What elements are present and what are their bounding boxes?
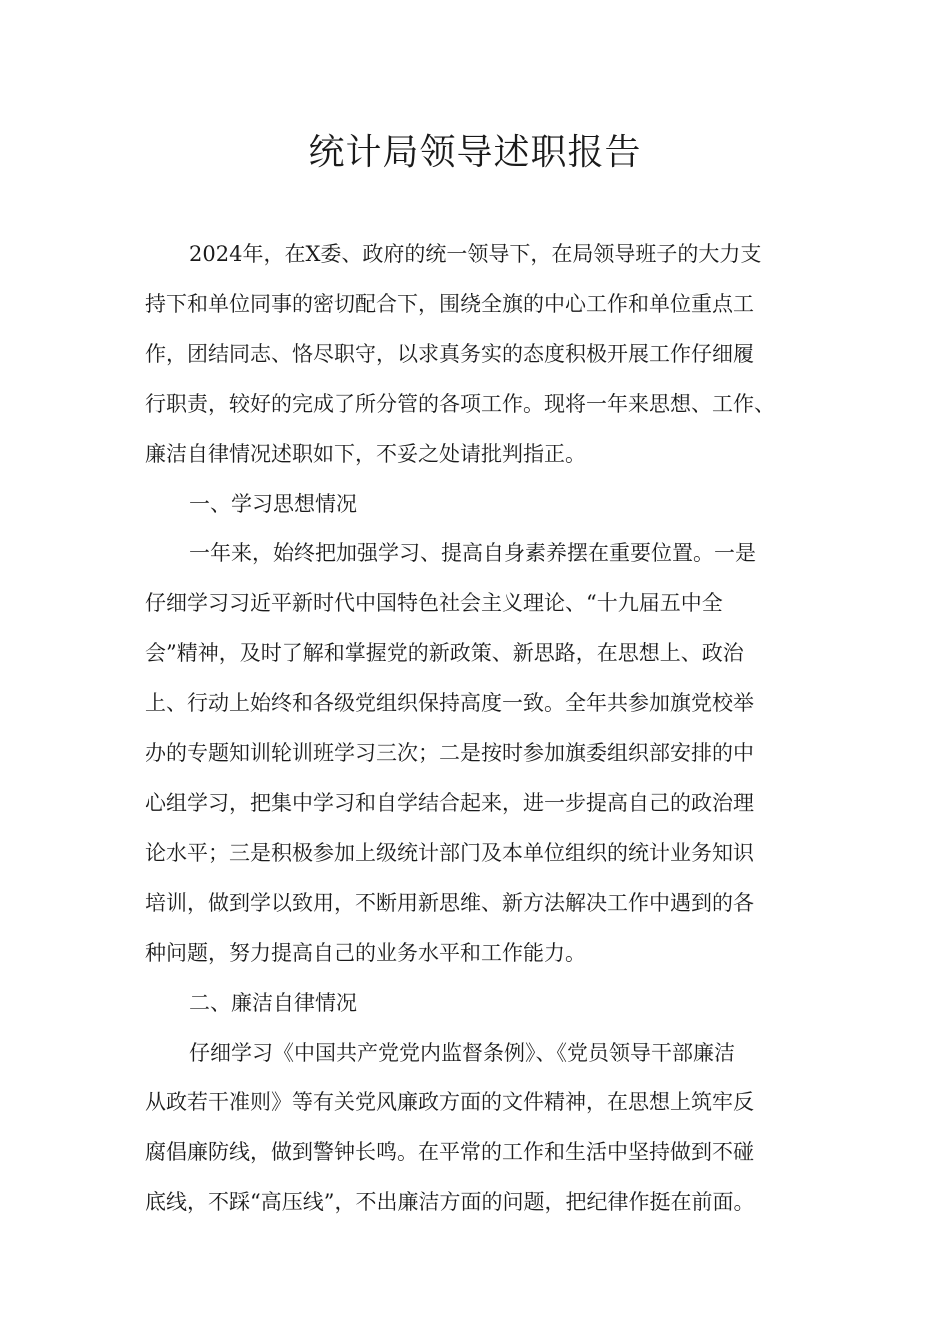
- document-body: [145, 230, 825, 1228]
- text-line: 论水平；三是积极参加上级统计部门及本单位组织的统计业务知识: [145, 840, 754, 865]
- text-line: 底线，不踩“高压线”，不出廉洁方面的问题，把纪律作挺在前面。: [145, 1190, 755, 1215]
- text-line: 2024年，在X委、政府的统一领导下，在局领导班子的大力支: [189, 242, 762, 266]
- text-line: 行职责，较好的完成了所分管的各项工作。现将一年来思想、工作、: [145, 391, 775, 416]
- section-heading: 二、廉洁自律情况: [189, 990, 357, 1015]
- text-line: 办的专题知训轮训班学习三次；二是按时参加旗委组织部安排的中: [145, 741, 754, 766]
- text-line: 一年来，始终把加强学习、提高自身素养摆在重要位置。一是: [189, 541, 756, 566]
- text-line: 从政若干准则》等有关党风廉政方面的文件精神，在思想上筑牢反: [145, 1090, 754, 1115]
- text-line: 培训，做到学以致用，不断用新思维、新方法解决工作中遇到的各: [145, 890, 754, 915]
- text-line: 腐倡廉防线，做到警钟长鸣。在平常的工作和生活中坚持做到不碰: [145, 1140, 754, 1165]
- text-line: 种问题，努力提高自己的业务水平和工作能力。: [145, 940, 586, 965]
- text-line: 仔细学习习近平新时代中国特色社会主义理论、“十九届五中全: [145, 591, 723, 616]
- text-line: 作，团结同志、恪尽职守，以求真务实的态度积极开展工作仔细履: [145, 341, 754, 366]
- text-line: 持下和单位同事的密切配合下，围绕全旗的中心工作和单位重点工: [145, 291, 754, 316]
- section-heading: 一、学习思想情况: [189, 491, 357, 516]
- text-line: 心组学习，把集中学习和自学结合起来，进一步提高自己的政治理: [145, 790, 754, 815]
- text-line: 上、行动上始终和各级党组织保持高度一致。全年共参加旗党校举: [145, 691, 754, 716]
- text-line: 会”精神，及时了解和掌握党的新政策、新思路，在思想上、政治: [145, 641, 744, 666]
- document-title: 统计局领导述职报告: [308, 132, 642, 173]
- text-line: 廉洁自律情况述职如下，不妥之处请批判指正。: [145, 441, 586, 466]
- text-line: 仔细学习《中国共产党党内监督条例》、《党员领导干部廉洁: [189, 1040, 735, 1065]
